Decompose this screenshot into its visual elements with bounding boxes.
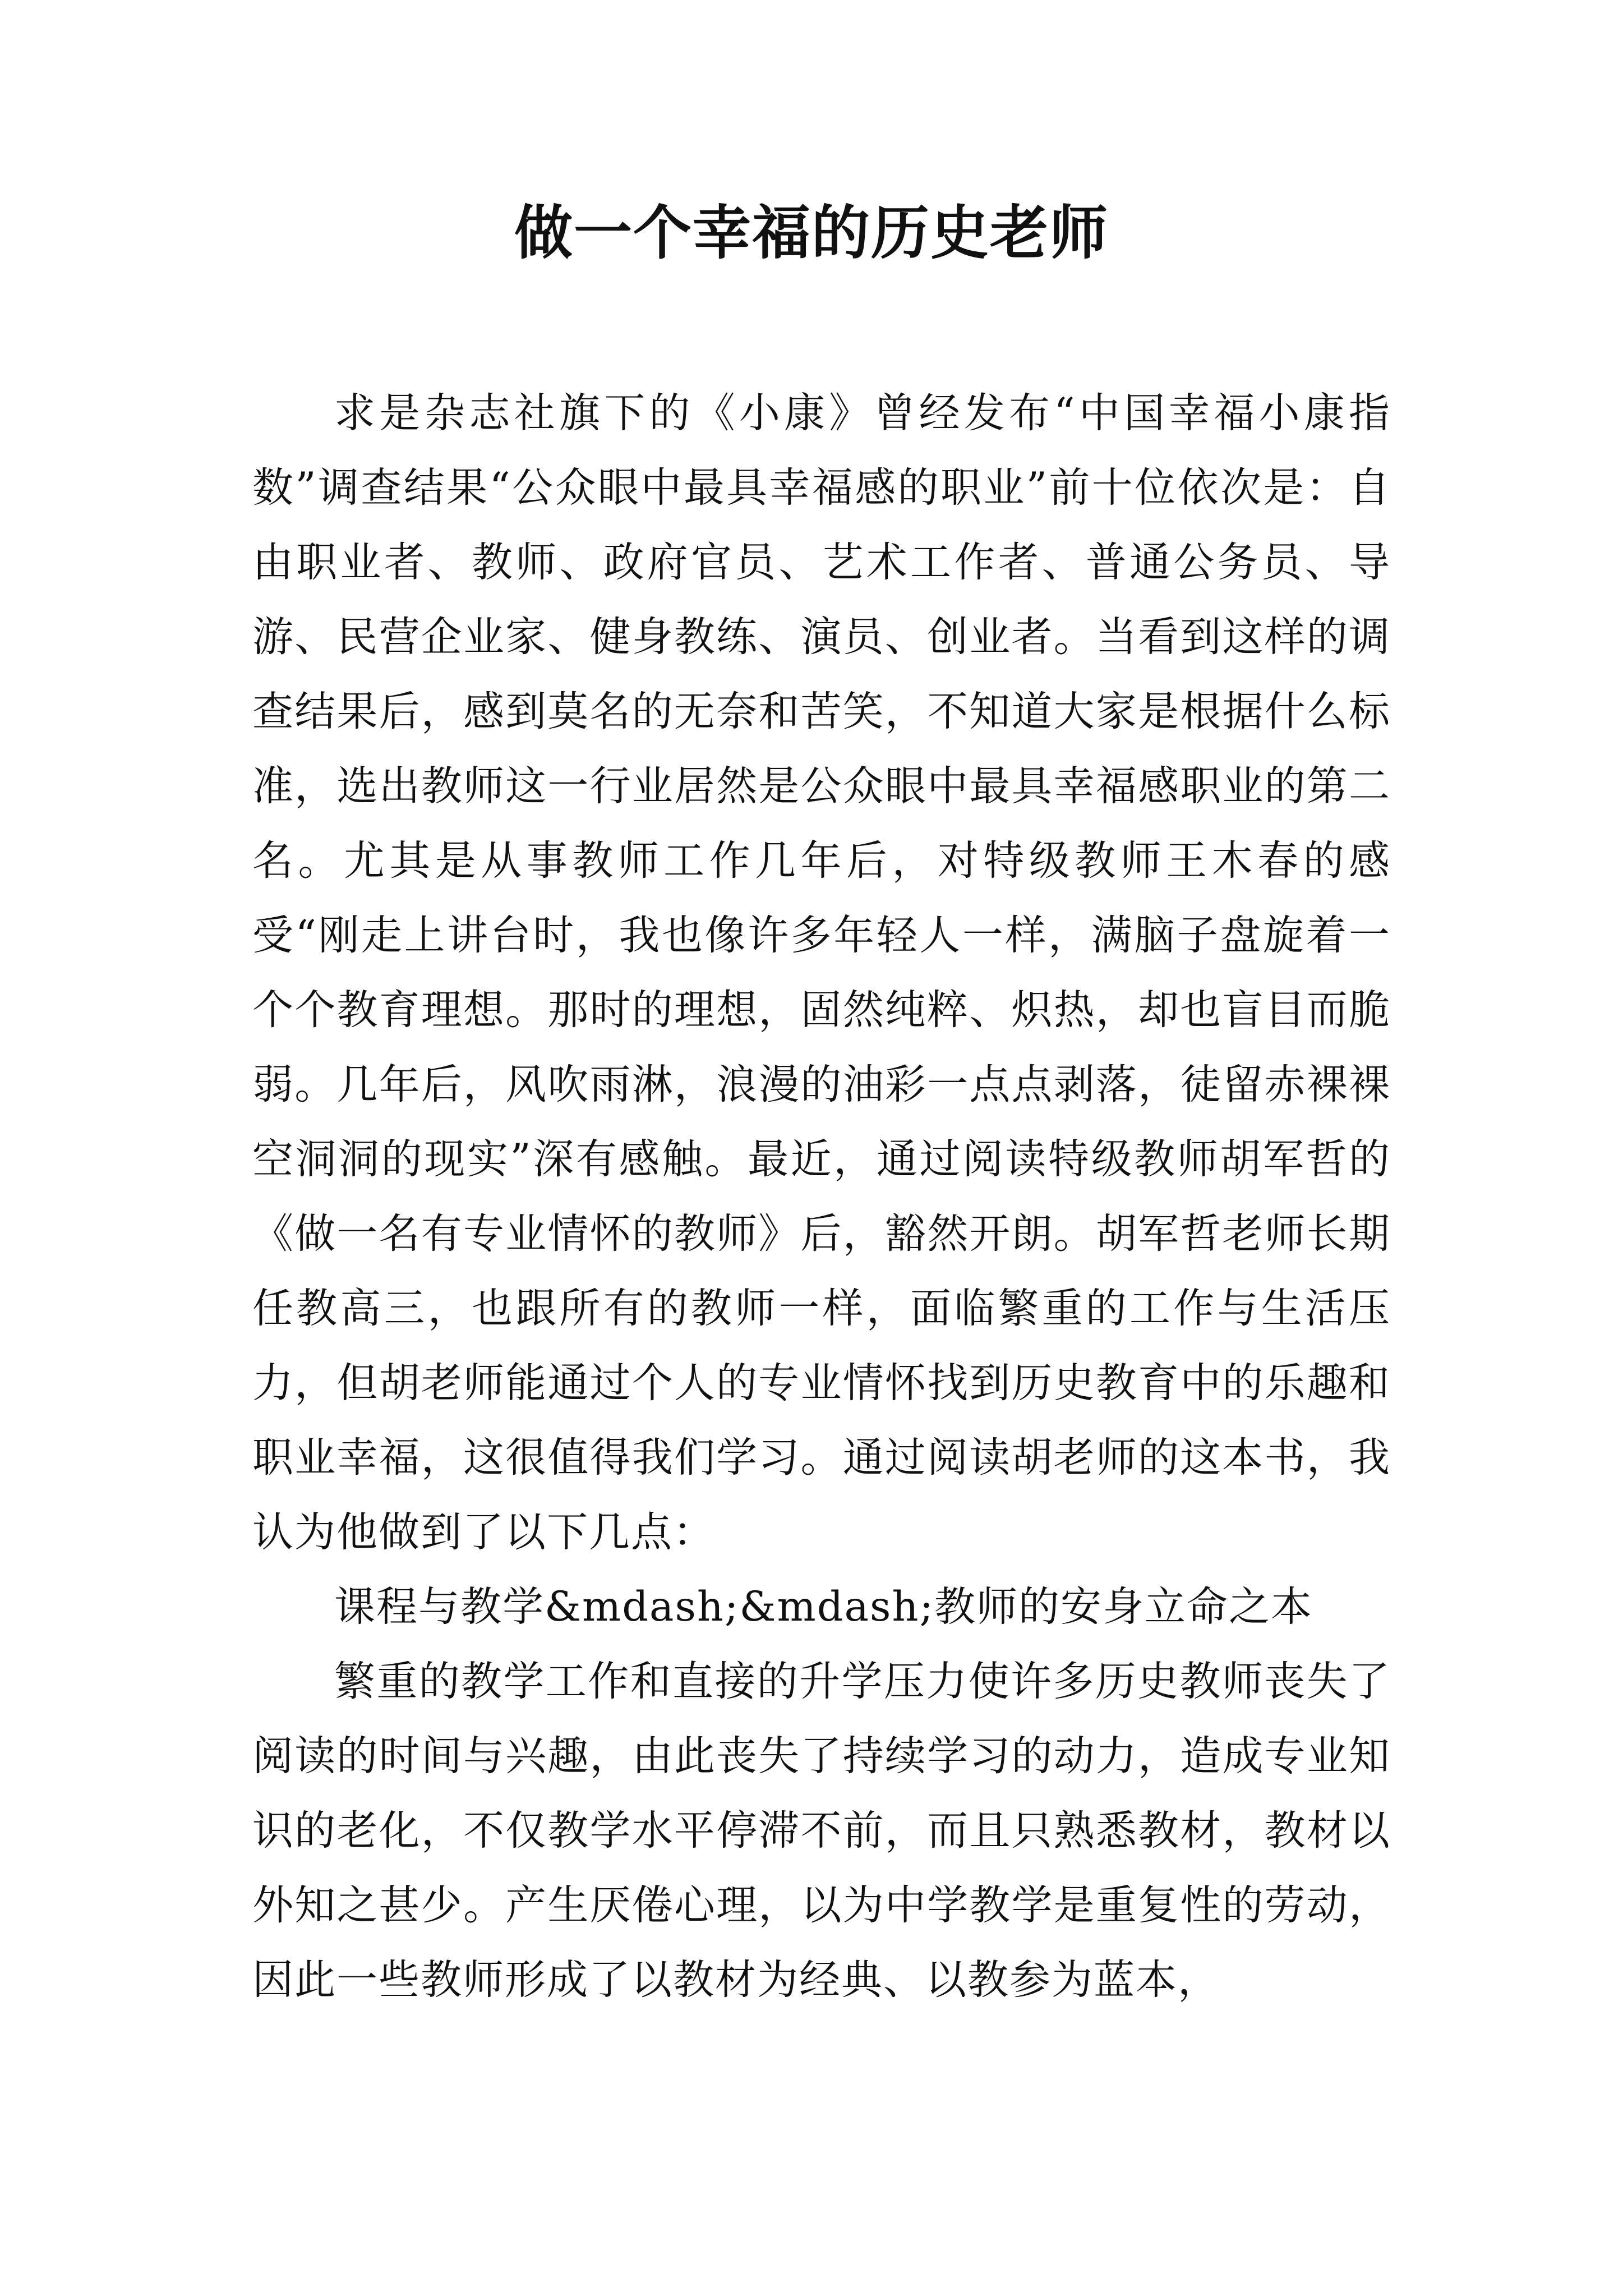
- paragraph-teaching: 繁重的教学工作和直接的升学压力使许多历史教师丧失了阅读的时间与兴趣，由此丧失了持续学习的动力，造成专业知识的老化，不仅教学水平停滞不前，而且只熟悉教材，教材以外知之甚少。产生厌倦心理，以为中学教学是重复性的劳动，因此一些教师形成了以教材为经典、以教参为蓝本，: [252, 1658, 1391, 2004]
- document-title: 做一个幸福的历史老师: [514, 199, 1109, 267]
- section-heading: 课程与教学&mdash;&mdash;教师的安身立命之本: [334, 1583, 1313, 1631]
- document-body: [252, 376, 1391, 2017]
- paragraph-intro: 求是杂志社旗下的《小康》曾经发布“中国幸福小康指数”调查结果“公众眼中最具幸福感的职业”前十位依次是：自由职业者、教师、政府官员、艺术工作者、普通公务员、导游、民营企业家、健身教练、演员、创业者。当看到这样的调查结果后，感到莫名的无奈和苦笑，不知道大家是根据什么标准，选出教师这一行业居然是公众眼中最具幸福感职业的第二名。尤其是从事教师工作几年后，对特级教师王木春的感受“刚走上讲台时，我也像许多年轻人一样，满脑子盘旋着一个个教育理想。那时的理想，固然纯粹、炽热，却也盲目而脆弱。几年后，风吹雨淋，浪漫的油彩一点点剥落，徒留赤裸裸空洞洞的现实”深有感触。最近，通过阅读特级教师胡军哲的《做一名有专业情怀的教师》后，豁然开朗。胡军哲老师长期任教高三，也跟所有的教师一样，面临繁重的工作与生活压力，但胡老师能通过个人的专业情怀找到历史教育中的乐趣和职业幸福，这很值得我们学习。通过阅读胡老师的这本书，我认为他做到了以下几点：: [252, 389, 1391, 1556]
